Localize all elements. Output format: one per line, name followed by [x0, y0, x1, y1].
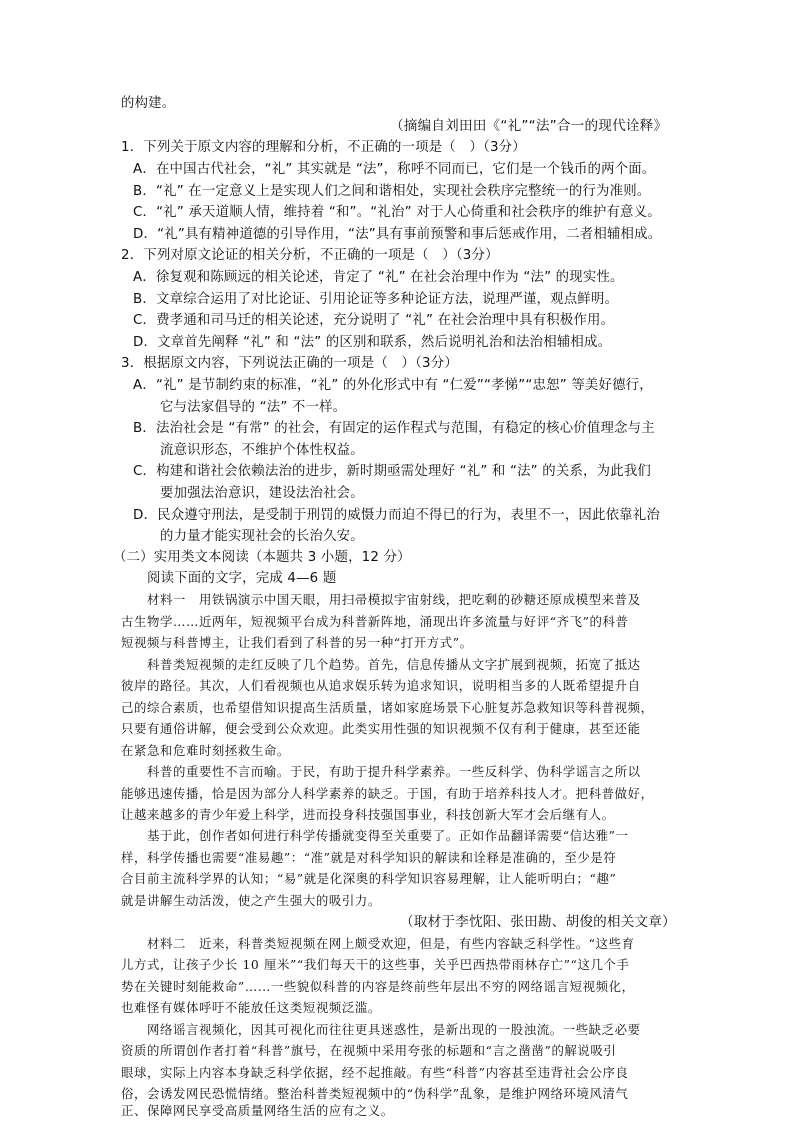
section-2-heading: （二）实用类文本阅读（本题共 3 小题，12 分） — [113, 550, 411, 565]
material-1-p2-line-1: 科普类短视频的走红反映了几个趋势。首先，信息传播从文字扩展到视频，拓宽了抵达 — [147, 657, 641, 672]
material-2-p1-line-3: 势在关键时刻能救命”……一些貌似科普的内容是终前些年层出不穷的网络谣言短视频化， — [121, 979, 635, 994]
material-1-p4-line-3: 合目前主流科学界的认知；“易”就是化深奥的科学知识容易理解，让人能听明白；“趣” — [121, 871, 617, 886]
material-2-p2-line-2: 资质的所谓创作者打着“科普”旗号，在视频中采用夸张的标题和“言之凿凿”的解说吸引 — [121, 1043, 617, 1058]
intro-tail: 的构建。 — [121, 96, 176, 111]
question-2-option-a: A．徐复观和陈顾远的相关论述，肯定了 “礼” 在社会治理中作为 “法” 的现实性。 — [133, 270, 624, 285]
material-1-p2-line-2: 彼岸的路径。其次，人们看视频也从追求娱乐转为追求知识，说明相当多的人既希望提升自 — [121, 678, 641, 693]
material-1-p4-line-1: 基于此，创作者如何进行科学传播就变得至关重要了。正如作品翻译需要“信达雅”一 — [147, 828, 629, 843]
question-3-option-d-line-2: 的力量才能实现社会的长治久安。 — [160, 529, 364, 544]
question-3-option-b-line-2: 流意识形态，不维护个体性权益。 — [160, 443, 364, 458]
material-2-p1-line-1: 材料二 近来，科普类短视频在网上颇受欢迎，但是，有些内容缺乏科学性。“这些育 — [147, 936, 635, 951]
material-1-p2-line-3: 己的综合素质，也希望借知识提高生活质量，诸如家庭场景下心脏复苏急救知识等科普视频， — [121, 700, 654, 715]
question-2-option-b: B．文章综合运用了对比论证、引用论证等多种论证方法，说理严谨，观点鲜明。 — [133, 292, 619, 307]
material-1-p3-line-3: 让越来越多的青少年爱上科学，进而投身科技强国事业，科技创新大军才会后继有人。 — [121, 807, 615, 822]
material-2-p1-line-2: 儿方式，让孩子少长 10 厘米”“我们每天干的这些事，关乎巴西热带雨林存亡”“这几个手 — [121, 957, 630, 972]
question-3-option-a-line-1: A．“礼” 是节制约束的标准，“礼” 的外化形式中有 “仁爱”“孝悌”“忠恕” 等美好德行， — [133, 378, 653, 393]
question-3-option-c-line-2: 要加强法治意识，建设法治社会。 — [160, 486, 364, 501]
question-2-stem: 2．下列对原文论证的相关分析，不正确的一项是（ ）（3分） — [121, 248, 499, 263]
material-2-p2-line-3: 眼球，实际上内容本身缺乏科学依据，经不起推敲。有些“科普”内容甚至违背社会公序良 — [121, 1065, 629, 1080]
question-3-stem: 3．根据原文内容，下列说法正确的一项是（ ）（3分） — [121, 356, 458, 371]
question-1-option-a: A．在中国古代社会，“礼” 其实就是 “法”，称呼不同而已，它们是一个钱币的两个面。 — [133, 162, 656, 177]
material-1-p4-line-2: 样，科学传播也需要“准易趣”：“准”就是对科学知识的解读和诠释是准确的，至少是符 — [121, 850, 617, 865]
question-1-option-b: B．“礼” 在一定意义上是实现人们之间和谐相处，实现社会秩序完整统一的行为准则。 — [133, 184, 651, 199]
question-3-option-a-line-2: 它与法家倡导的 “法” 不一样。 — [160, 400, 347, 415]
material-1-p2-line-5: 在紧急和危难时刻拯救生命。 — [121, 743, 290, 758]
material-2-p2-line-5: 正、保障网民享受高质量网络生活的应有之义。 — [121, 1103, 394, 1118]
question-2-option-d: D．文章首先阐释 “礼” 和 “法” 的区别和联系，然后说明礼治和法治相辅相成。 — [133, 335, 612, 350]
question-1-stem: 1．下列关于原文内容的理解和分析，不正确的一项是（ ）（3分） — [121, 140, 526, 155]
source-citation-1: （摘编自刘田田《“礼”“法”合一的现代诠释》 — [390, 118, 668, 134]
source-citation-2: （取材于李忱阳、张田勘、胡俊的相关文章） — [400, 914, 676, 930]
question-1-option-d: D．“礼”具有精神道德的引导作用，“法”具有事前预警和事后惩戒作用，二者相辅相成。 — [133, 227, 662, 242]
section-2-instruction: 阅读下面的文字，完成 4—6 题 — [147, 571, 337, 586]
material-1-p1-line-1: 材料一 用铁锅演示中国天眼，用扫帚模拟宇宙射线，把吃剩的砂糖还原成模型来普及 — [147, 592, 641, 607]
question-3-option-b-line-1: B．法治社会是 “有常” 的社会，有固定的运作程式与范围，有稳定的核心价值理念与主 — [133, 421, 655, 436]
material-2-p1-line-4: 也难怪有媒体呼吁不能放任这类短视频泛滥。 — [121, 1000, 381, 1015]
material-2-p2-line-4: 俗，会诱发网民恐慌情绪。整治科普类短视频中的“伪科学”乱象，是维护网络环境风清气 — [121, 1086, 629, 1101]
question-1-option-c: C．“礼” 承天道顺人情，维持着 “和”。“礼治” 对于人心倚重和社会秩序的维护有意义。 — [133, 205, 661, 220]
question-3-option-c-line-1: C．构建和谐社会依赖法治的进步，新时期亟需处理好 “礼” 和 “法” 的关系，为此我们 — [133, 464, 652, 479]
material-1-p3-line-2: 能够迅速传播，恰是因为部分人科学素养的缺乏。于国，有助于培养科技人才。把科普做好， — [121, 786, 654, 801]
question-2-option-c: C．费孝通和司马迁的相关论述，充分说明了 “礼” 在社会治理中具有积极作用。 — [133, 313, 615, 328]
material-1-p1-line-3: 短视频与科普博主，让我们看到了科普的另一种“打开方式”。 — [121, 635, 473, 650]
material-1-p4-line-4: 就是讲解生动活泼，使之产生强大的吸引力。 — [121, 893, 381, 908]
question-3-option-d-line-1: D．民众遵守刑法，是受制于刑罚的威慑力而迫不得已的行为，表里不一，因此依靠礼治 — [133, 508, 660, 523]
material-1-p3-line-1: 科普的重要性不言而喻。于民，有助于提升科学素养。一些反科学、伪科学谣言之所以 — [147, 764, 641, 779]
material-1-p2-line-4: 只要有通俗讲解，便会受到公众欢迎。此类实用性强的知识视频不仅有利于健康，甚至还能 — [121, 721, 641, 736]
material-2-p2-line-1: 网络谣言视频化，因其可视化而往往更具迷惑性，是新出现的一股浊流。一些缺乏必要 — [147, 1022, 641, 1037]
material-1-p1-line-2: 古生物学……近两年，短视频平台成为科普新阵地，涌现出许多流量与好评“齐飞”的科普 — [121, 614, 629, 629]
